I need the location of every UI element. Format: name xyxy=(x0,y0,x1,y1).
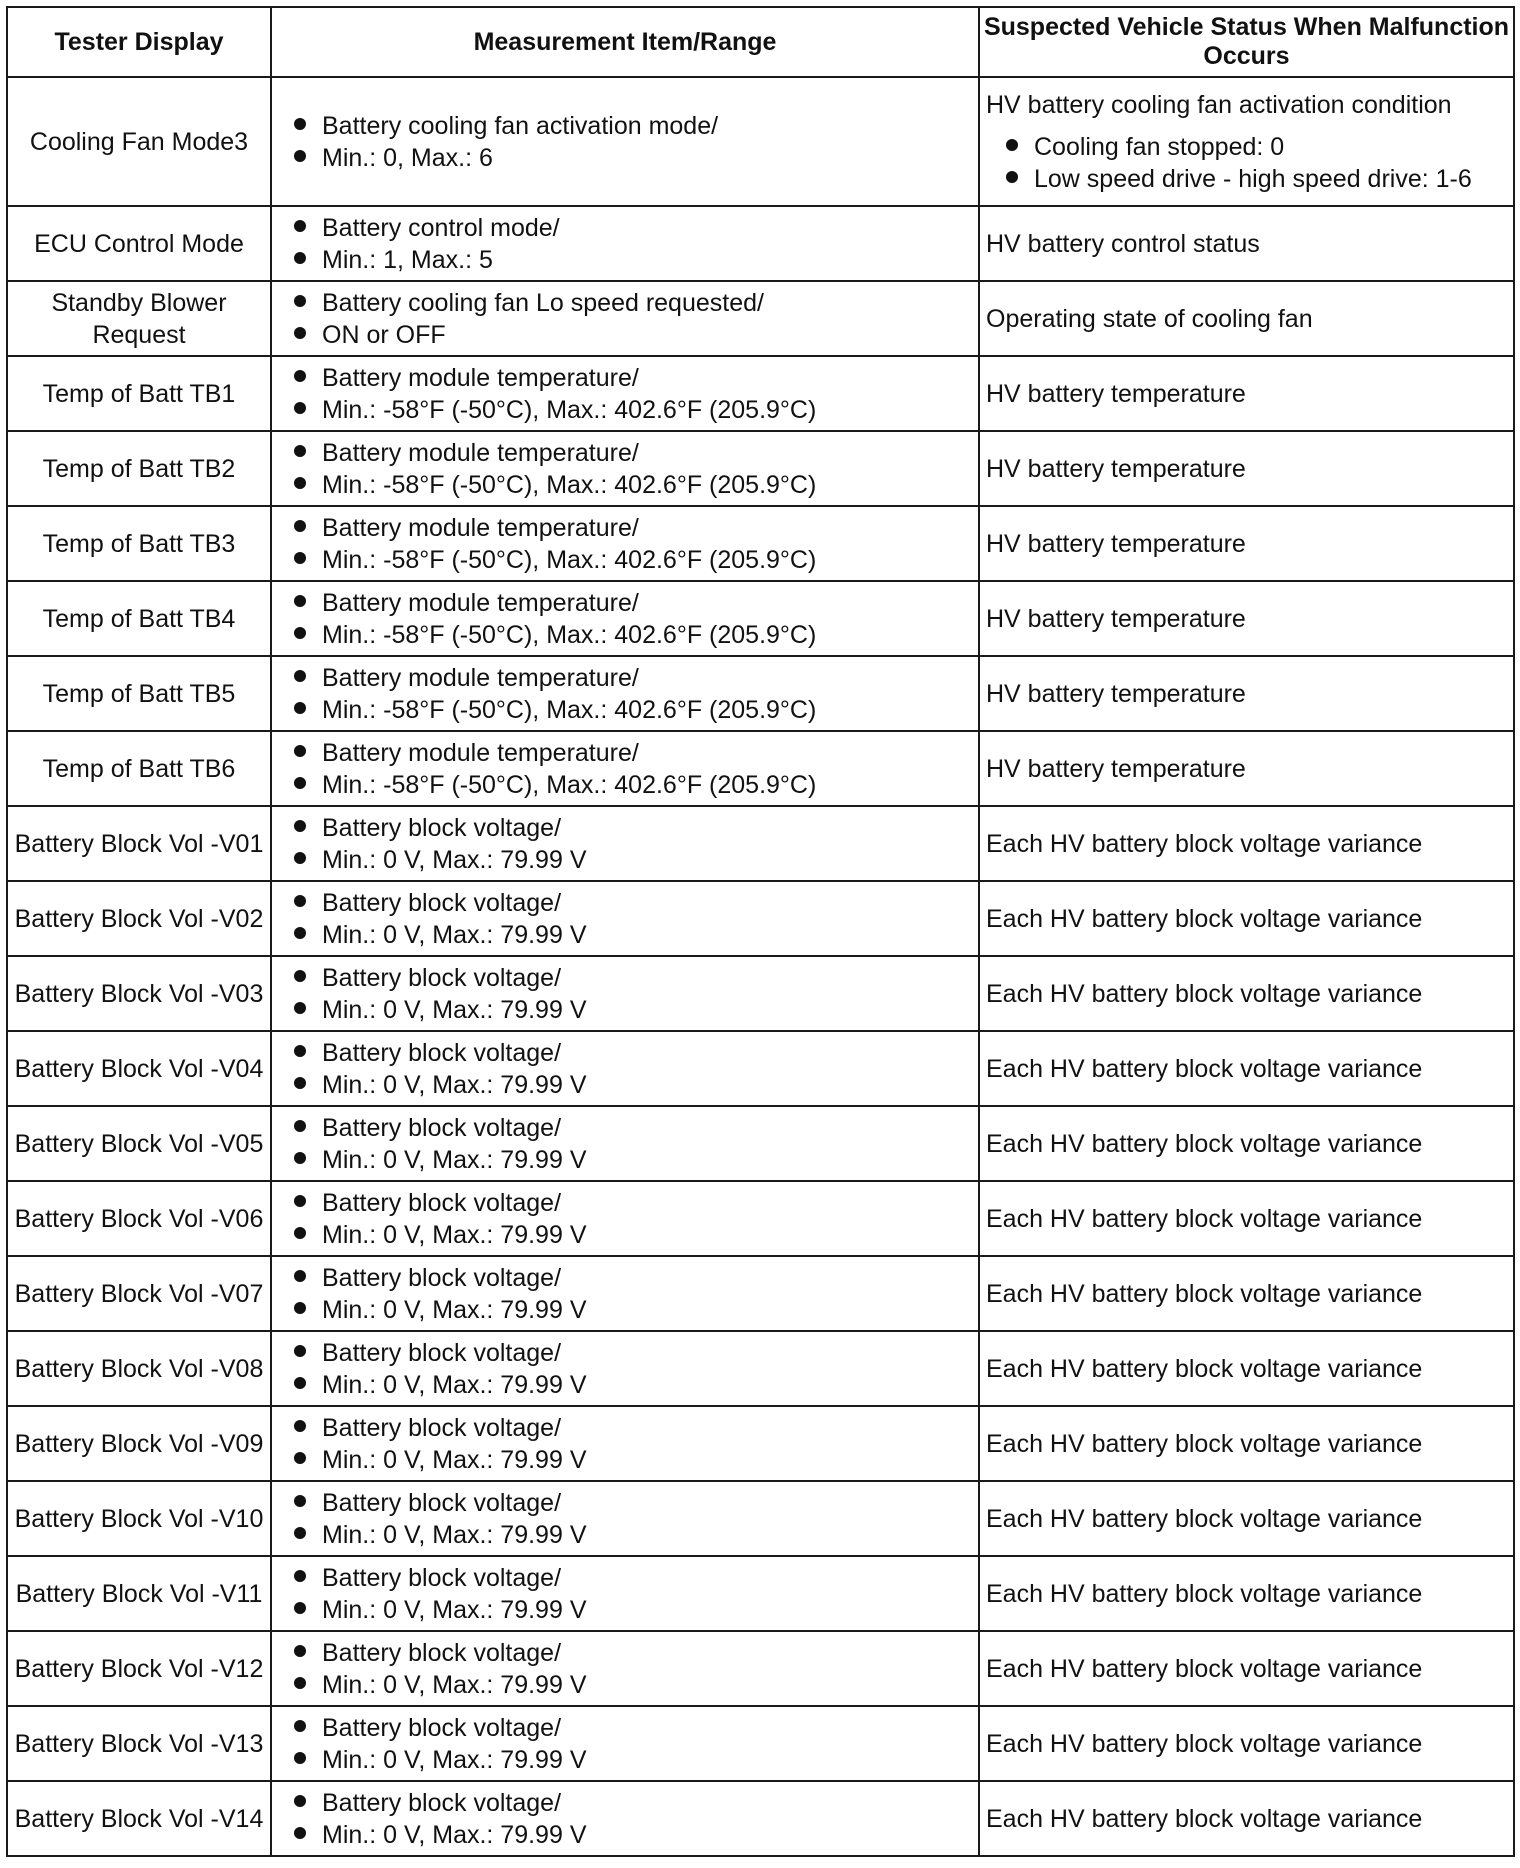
measurement-range-text: Min.: 0 V, Max.: 79.99 V xyxy=(322,1220,587,1249)
measurement-item xyxy=(294,1487,968,1519)
status-cell: Each HV battery block voltage variance xyxy=(979,881,1514,956)
measurement-cell xyxy=(271,1481,979,1556)
bullet-icon xyxy=(294,1045,306,1057)
header-measurement-item: Measurement Item/Range xyxy=(271,7,979,77)
measurement-range-text: Min.: 0 V, Max.: 79.99 V xyxy=(322,1520,587,1549)
measurement-cell xyxy=(271,506,979,581)
status-cell: HV battery temperature xyxy=(979,356,1514,431)
measurement-range-text: Min.: 0 V, Max.: 79.99 V xyxy=(322,1145,587,1174)
table-row xyxy=(7,1481,1514,1556)
measurement-item xyxy=(294,437,968,469)
table-row xyxy=(7,1256,1514,1331)
table-row xyxy=(7,806,1514,881)
bullet-icon xyxy=(294,477,306,489)
bullet-icon xyxy=(294,1645,306,1657)
status-cell: HV battery temperature xyxy=(979,431,1514,506)
measurement-item-text: Battery control mode/ xyxy=(322,213,560,242)
bullet-icon xyxy=(294,1795,306,1807)
measurement-range xyxy=(294,244,968,276)
bullet-icon xyxy=(294,370,306,382)
status-text: HV battery cooling fan activation condition xyxy=(986,90,1452,119)
measurement-item xyxy=(294,1337,968,1369)
measurement-item xyxy=(294,737,968,769)
measurement-cell xyxy=(271,1331,979,1406)
bullet-icon xyxy=(294,1195,306,1207)
measurement-item-text: Battery block voltage/ xyxy=(322,1488,562,1517)
table-row xyxy=(7,1406,1514,1481)
status-cell: Each HV battery block voltage variance xyxy=(979,1556,1514,1631)
measurement-range-text: Min.: 0, Max.: 6 xyxy=(322,143,493,172)
status-bullet-text: Cooling fan stopped: 0 xyxy=(1034,132,1285,161)
tester-display-cell: Standby Blower Request xyxy=(7,281,271,356)
bullet-icon xyxy=(294,552,306,564)
bullet-icon xyxy=(294,1302,306,1314)
measurement-range-text: Min.: 0 V, Max.: 79.99 V xyxy=(322,1445,587,1474)
measurement-range xyxy=(294,994,968,1026)
status-cell: HV battery temperature xyxy=(979,656,1514,731)
measurement-item-text: Battery block voltage/ xyxy=(322,888,562,917)
bullet-icon xyxy=(294,402,306,414)
bullet-icon xyxy=(294,1002,306,1014)
bullet-icon xyxy=(294,1077,306,1089)
measurement-cell xyxy=(271,1106,979,1181)
bullet-icon xyxy=(294,252,306,264)
table-row xyxy=(7,731,1514,806)
measurement-range-text: Min.: -58°F (-50°C), Max.: 402.6°F (205.9°C) xyxy=(322,770,817,799)
bullet-icon xyxy=(294,118,306,130)
tester-display-cell: Temp of Batt TB2 xyxy=(7,431,271,506)
measurement-range-text: ON or OFF xyxy=(322,320,446,349)
table-row xyxy=(7,77,1514,206)
measurement-range-text: Min.: -58°F (-50°C), Max.: 402.6°F (205.9°C) xyxy=(322,395,817,424)
measurement-range-text: Min.: 1, Max.: 5 xyxy=(322,245,493,274)
measurement-cell xyxy=(271,1556,979,1631)
measurement-item-text: Battery block voltage/ xyxy=(322,1713,562,1742)
status-cell: Each HV battery block voltage variance xyxy=(979,1256,1514,1331)
table-row xyxy=(7,506,1514,581)
bullet-icon xyxy=(294,1752,306,1764)
measurement-cell xyxy=(271,731,979,806)
table-row xyxy=(7,1781,1514,1856)
measurement-range-text: Min.: 0 V, Max.: 79.99 V xyxy=(322,1745,587,1774)
measurement-range-text: Min.: 0 V, Max.: 79.99 V xyxy=(322,920,587,949)
measurement-item xyxy=(294,1262,968,1294)
measurement-item-text: Battery module temperature/ xyxy=(322,588,639,617)
measurement-item xyxy=(294,1787,968,1819)
measurement-item-text: Battery module temperature/ xyxy=(322,438,639,467)
tester-display-cell: Battery Block Vol -V04 xyxy=(7,1031,271,1106)
bullet-icon xyxy=(294,1827,306,1839)
bullet-icon xyxy=(294,1152,306,1164)
measurement-range-text: Min.: -58°F (-50°C), Max.: 402.6°F (205.9°C) xyxy=(322,695,817,724)
tester-display-cell: Battery Block Vol -V09 xyxy=(7,1406,271,1481)
bullet-icon xyxy=(294,445,306,457)
measurement-item-text: Battery block voltage/ xyxy=(322,1563,562,1592)
measurement-cell xyxy=(271,1631,979,1706)
bullet-icon xyxy=(294,970,306,982)
tester-display-cell: Battery Block Vol -V12 xyxy=(7,1631,271,1706)
measurement-range-text: Min.: 0 V, Max.: 79.99 V xyxy=(322,1820,587,1849)
bullet-icon xyxy=(294,670,306,682)
tester-display-cell: Battery Block Vol -V08 xyxy=(7,1331,271,1406)
measurement-range xyxy=(294,1819,968,1851)
measurement-range-text: Min.: 0 V, Max.: 79.99 V xyxy=(322,995,587,1024)
tester-display-cell: Battery Block Vol -V07 xyxy=(7,1256,271,1331)
measurement-range xyxy=(294,319,968,351)
measurement-range xyxy=(294,694,968,726)
measurement-range xyxy=(294,1069,968,1101)
bullet-icon xyxy=(294,1570,306,1582)
bullet-icon xyxy=(294,1602,306,1614)
bullet-icon xyxy=(294,820,306,832)
tester-display-cell: Battery Block Vol -V03 xyxy=(7,956,271,1031)
bullet-icon xyxy=(294,1345,306,1357)
measurement-item-text: Battery module temperature/ xyxy=(322,663,639,692)
status-cell: Each HV battery block voltage variance xyxy=(979,1181,1514,1256)
measurement-range xyxy=(294,919,968,951)
data-table-container xyxy=(6,6,1515,1857)
measurement-range xyxy=(294,544,968,576)
tester-display-cell: Battery Block Vol -V02 xyxy=(7,881,271,956)
measurement-item xyxy=(294,1712,968,1744)
measurement-item xyxy=(294,887,968,919)
measurement-item-text: Battery module temperature/ xyxy=(322,738,639,767)
bullet-icon xyxy=(294,1420,306,1432)
measurement-item xyxy=(294,1037,968,1069)
measurement-item-text: Battery cooling fan Lo speed requested/ xyxy=(322,288,764,317)
measurement-range xyxy=(294,1219,968,1251)
measurement-item-text: Battery block voltage/ xyxy=(322,1113,562,1142)
measurement-item xyxy=(294,110,968,142)
tester-display-cell: Battery Block Vol -V11 xyxy=(7,1556,271,1631)
measurement-cell xyxy=(271,656,979,731)
measurement-range-text: Min.: -58°F (-50°C), Max.: 402.6°F (205.9°C) xyxy=(322,470,817,499)
bullet-icon xyxy=(294,327,306,339)
measurement-item-text: Battery block voltage/ xyxy=(322,813,562,842)
bullet-icon xyxy=(294,1377,306,1389)
measurement-range-text: Min.: 0 V, Max.: 79.99 V xyxy=(322,1295,587,1324)
table-body xyxy=(7,77,1514,1856)
measurement-range xyxy=(294,1669,968,1701)
measurement-item xyxy=(294,587,968,619)
bullet-icon xyxy=(294,595,306,607)
measurement-item-text: Battery module temperature/ xyxy=(322,513,639,542)
measurement-item xyxy=(294,1637,968,1669)
measurement-item-text: Battery block voltage/ xyxy=(322,963,562,992)
measurement-item-text: Battery block voltage/ xyxy=(322,1338,562,1367)
status-bullet-item xyxy=(1006,131,1507,163)
table-row xyxy=(7,281,1514,356)
status-cell xyxy=(979,77,1514,206)
measurement-item xyxy=(294,962,968,994)
measurement-cell xyxy=(271,806,979,881)
measurement-range xyxy=(294,1519,968,1551)
measurement-cell xyxy=(271,956,979,1031)
bullet-icon xyxy=(294,1270,306,1282)
measurement-item xyxy=(294,287,968,319)
measurement-cell xyxy=(271,1406,979,1481)
status-cell: Each HV battery block voltage variance xyxy=(979,806,1514,881)
measurement-item-text: Battery module temperature/ xyxy=(322,363,639,392)
measurement-cell xyxy=(271,206,979,281)
table-row xyxy=(7,206,1514,281)
tester-display-cell: ECU Control Mode xyxy=(7,206,271,281)
measurement-item xyxy=(294,1112,968,1144)
bullet-icon xyxy=(294,745,306,757)
table-row xyxy=(7,1556,1514,1631)
bullet-icon xyxy=(294,627,306,639)
table-row xyxy=(7,1631,1514,1706)
status-cell: Each HV battery block voltage variance xyxy=(979,1106,1514,1181)
measurement-range xyxy=(294,1369,968,1401)
tester-display-cell: Battery Block Vol -V06 xyxy=(7,1181,271,1256)
status-bullet-item xyxy=(1006,163,1507,195)
measurement-item-text: Battery block voltage/ xyxy=(322,1263,562,1292)
measurement-item-text: Battery block voltage/ xyxy=(322,1413,562,1442)
data-list-table xyxy=(6,6,1515,1857)
bullet-icon xyxy=(294,895,306,907)
status-cell: Each HV battery block voltage variance xyxy=(979,1706,1514,1781)
table-row xyxy=(7,1106,1514,1181)
table-row xyxy=(7,956,1514,1031)
measurement-range-text: Min.: 0 V, Max.: 79.99 V xyxy=(322,1370,587,1399)
bullet-icon xyxy=(294,1227,306,1239)
header-suspected-status: Suspected Vehicle Status When Malfunction Occurs xyxy=(979,7,1514,77)
status-cell: HV battery temperature xyxy=(979,581,1514,656)
status-cell: HV battery temperature xyxy=(979,731,1514,806)
table-header-row xyxy=(7,7,1514,77)
bullet-icon xyxy=(294,1527,306,1539)
measurement-item-text: Battery block voltage/ xyxy=(322,1788,562,1817)
measurement-item-text: Battery block voltage/ xyxy=(322,1188,562,1217)
tester-display-cell: Temp of Batt TB3 xyxy=(7,506,271,581)
measurement-range xyxy=(294,1144,968,1176)
measurement-cell xyxy=(271,881,979,956)
status-cell: Each HV battery block voltage variance xyxy=(979,956,1514,1031)
measurement-range xyxy=(294,1744,968,1776)
measurement-range-text: Min.: 0 V, Max.: 79.99 V xyxy=(322,1070,587,1099)
bullet-icon xyxy=(294,927,306,939)
measurement-cell xyxy=(271,1031,979,1106)
measurement-range-text: Min.: -58°F (-50°C), Max.: 402.6°F (205.9°C) xyxy=(322,620,817,649)
measurement-item xyxy=(294,1562,968,1594)
bullet-icon xyxy=(294,1495,306,1507)
table-row xyxy=(7,1331,1514,1406)
tester-display-cell: Battery Block Vol -V10 xyxy=(7,1481,271,1556)
status-cell: Each HV battery block voltage variance xyxy=(979,1631,1514,1706)
bullet-icon xyxy=(294,1720,306,1732)
bullet-icon xyxy=(294,1120,306,1132)
status-cell: Each HV battery block voltage variance xyxy=(979,1481,1514,1556)
measurement-cell xyxy=(271,77,979,206)
bullet-icon xyxy=(1006,139,1018,151)
measurement-range xyxy=(294,769,968,801)
status-cell: HV battery control status xyxy=(979,206,1514,281)
measurement-item xyxy=(294,662,968,694)
measurement-range xyxy=(294,1294,968,1326)
measurement-item xyxy=(294,362,968,394)
measurement-range xyxy=(294,619,968,651)
measurement-range xyxy=(294,844,968,876)
status-cell: Each HV battery block voltage variance xyxy=(979,1781,1514,1856)
measurement-item xyxy=(294,812,968,844)
table-row xyxy=(7,656,1514,731)
measurement-range xyxy=(294,394,968,426)
status-cell: Operating state of cooling fan xyxy=(979,281,1514,356)
measurement-item-text: Battery block voltage/ xyxy=(322,1638,562,1667)
measurement-item xyxy=(294,512,968,544)
bullet-icon xyxy=(294,295,306,307)
table-row xyxy=(7,881,1514,956)
bullet-icon xyxy=(1006,171,1018,183)
measurement-cell xyxy=(271,581,979,656)
measurement-cell xyxy=(271,1706,979,1781)
bullet-icon xyxy=(294,702,306,714)
measurement-cell xyxy=(271,1781,979,1856)
measurement-range-text: Min.: 0 V, Max.: 79.99 V xyxy=(322,1595,587,1624)
table-row xyxy=(7,581,1514,656)
tester-display-cell: Temp of Batt TB4 xyxy=(7,581,271,656)
measurement-range xyxy=(294,469,968,501)
status-bullet-list xyxy=(986,131,1507,195)
measurement-range xyxy=(294,1444,968,1476)
tester-display-cell: Cooling Fan Mode3 xyxy=(7,77,271,206)
bullet-icon xyxy=(294,1677,306,1689)
measurement-cell xyxy=(271,1256,979,1331)
status-bullet-text: Low speed drive - high speed drive: 1-6 xyxy=(1034,164,1472,193)
measurement-range xyxy=(294,1594,968,1626)
bullet-icon xyxy=(294,852,306,864)
header-tester-display: Tester Display xyxy=(7,7,271,77)
status-cell: HV battery temperature xyxy=(979,506,1514,581)
tester-display-cell: Battery Block Vol -V13 xyxy=(7,1706,271,1781)
tester-display-cell: Battery Block Vol -V01 xyxy=(7,806,271,881)
measurement-cell xyxy=(271,356,979,431)
status-cell: Each HV battery block voltage variance xyxy=(979,1031,1514,1106)
tester-display-cell: Temp of Batt TB6 xyxy=(7,731,271,806)
tester-display-cell: Temp of Batt TB5 xyxy=(7,656,271,731)
measurement-item xyxy=(294,1412,968,1444)
measurement-item-text: Battery block voltage/ xyxy=(322,1038,562,1067)
table-row xyxy=(7,1181,1514,1256)
status-cell: Each HV battery block voltage variance xyxy=(979,1406,1514,1481)
measurement-range-text: Min.: 0 V, Max.: 79.99 V xyxy=(322,845,587,874)
tester-display-cell: Temp of Batt TB1 xyxy=(7,356,271,431)
measurement-range xyxy=(294,142,968,174)
table-row xyxy=(7,356,1514,431)
tester-display-cell: Battery Block Vol -V05 xyxy=(7,1106,271,1181)
measurement-range-text: Min.: 0 V, Max.: 79.99 V xyxy=(322,1670,587,1699)
measurement-cell xyxy=(271,431,979,506)
bullet-icon xyxy=(294,1452,306,1464)
bullet-icon xyxy=(294,777,306,789)
measurement-cell xyxy=(271,281,979,356)
tester-display-cell: Battery Block Vol -V14 xyxy=(7,1781,271,1856)
measurement-item xyxy=(294,1187,968,1219)
table-row xyxy=(7,1031,1514,1106)
table-row xyxy=(7,1706,1514,1781)
table-row xyxy=(7,431,1514,506)
measurement-cell xyxy=(271,1181,979,1256)
bullet-icon xyxy=(294,220,306,232)
status-cell: Each HV battery block voltage variance xyxy=(979,1331,1514,1406)
bullet-icon xyxy=(294,520,306,532)
measurement-item xyxy=(294,212,968,244)
measurement-item-text: Battery cooling fan activation mode/ xyxy=(322,111,719,140)
measurement-range-text: Min.: -58°F (-50°C), Max.: 402.6°F (205.9°C) xyxy=(322,545,817,574)
bullet-icon xyxy=(294,150,306,162)
